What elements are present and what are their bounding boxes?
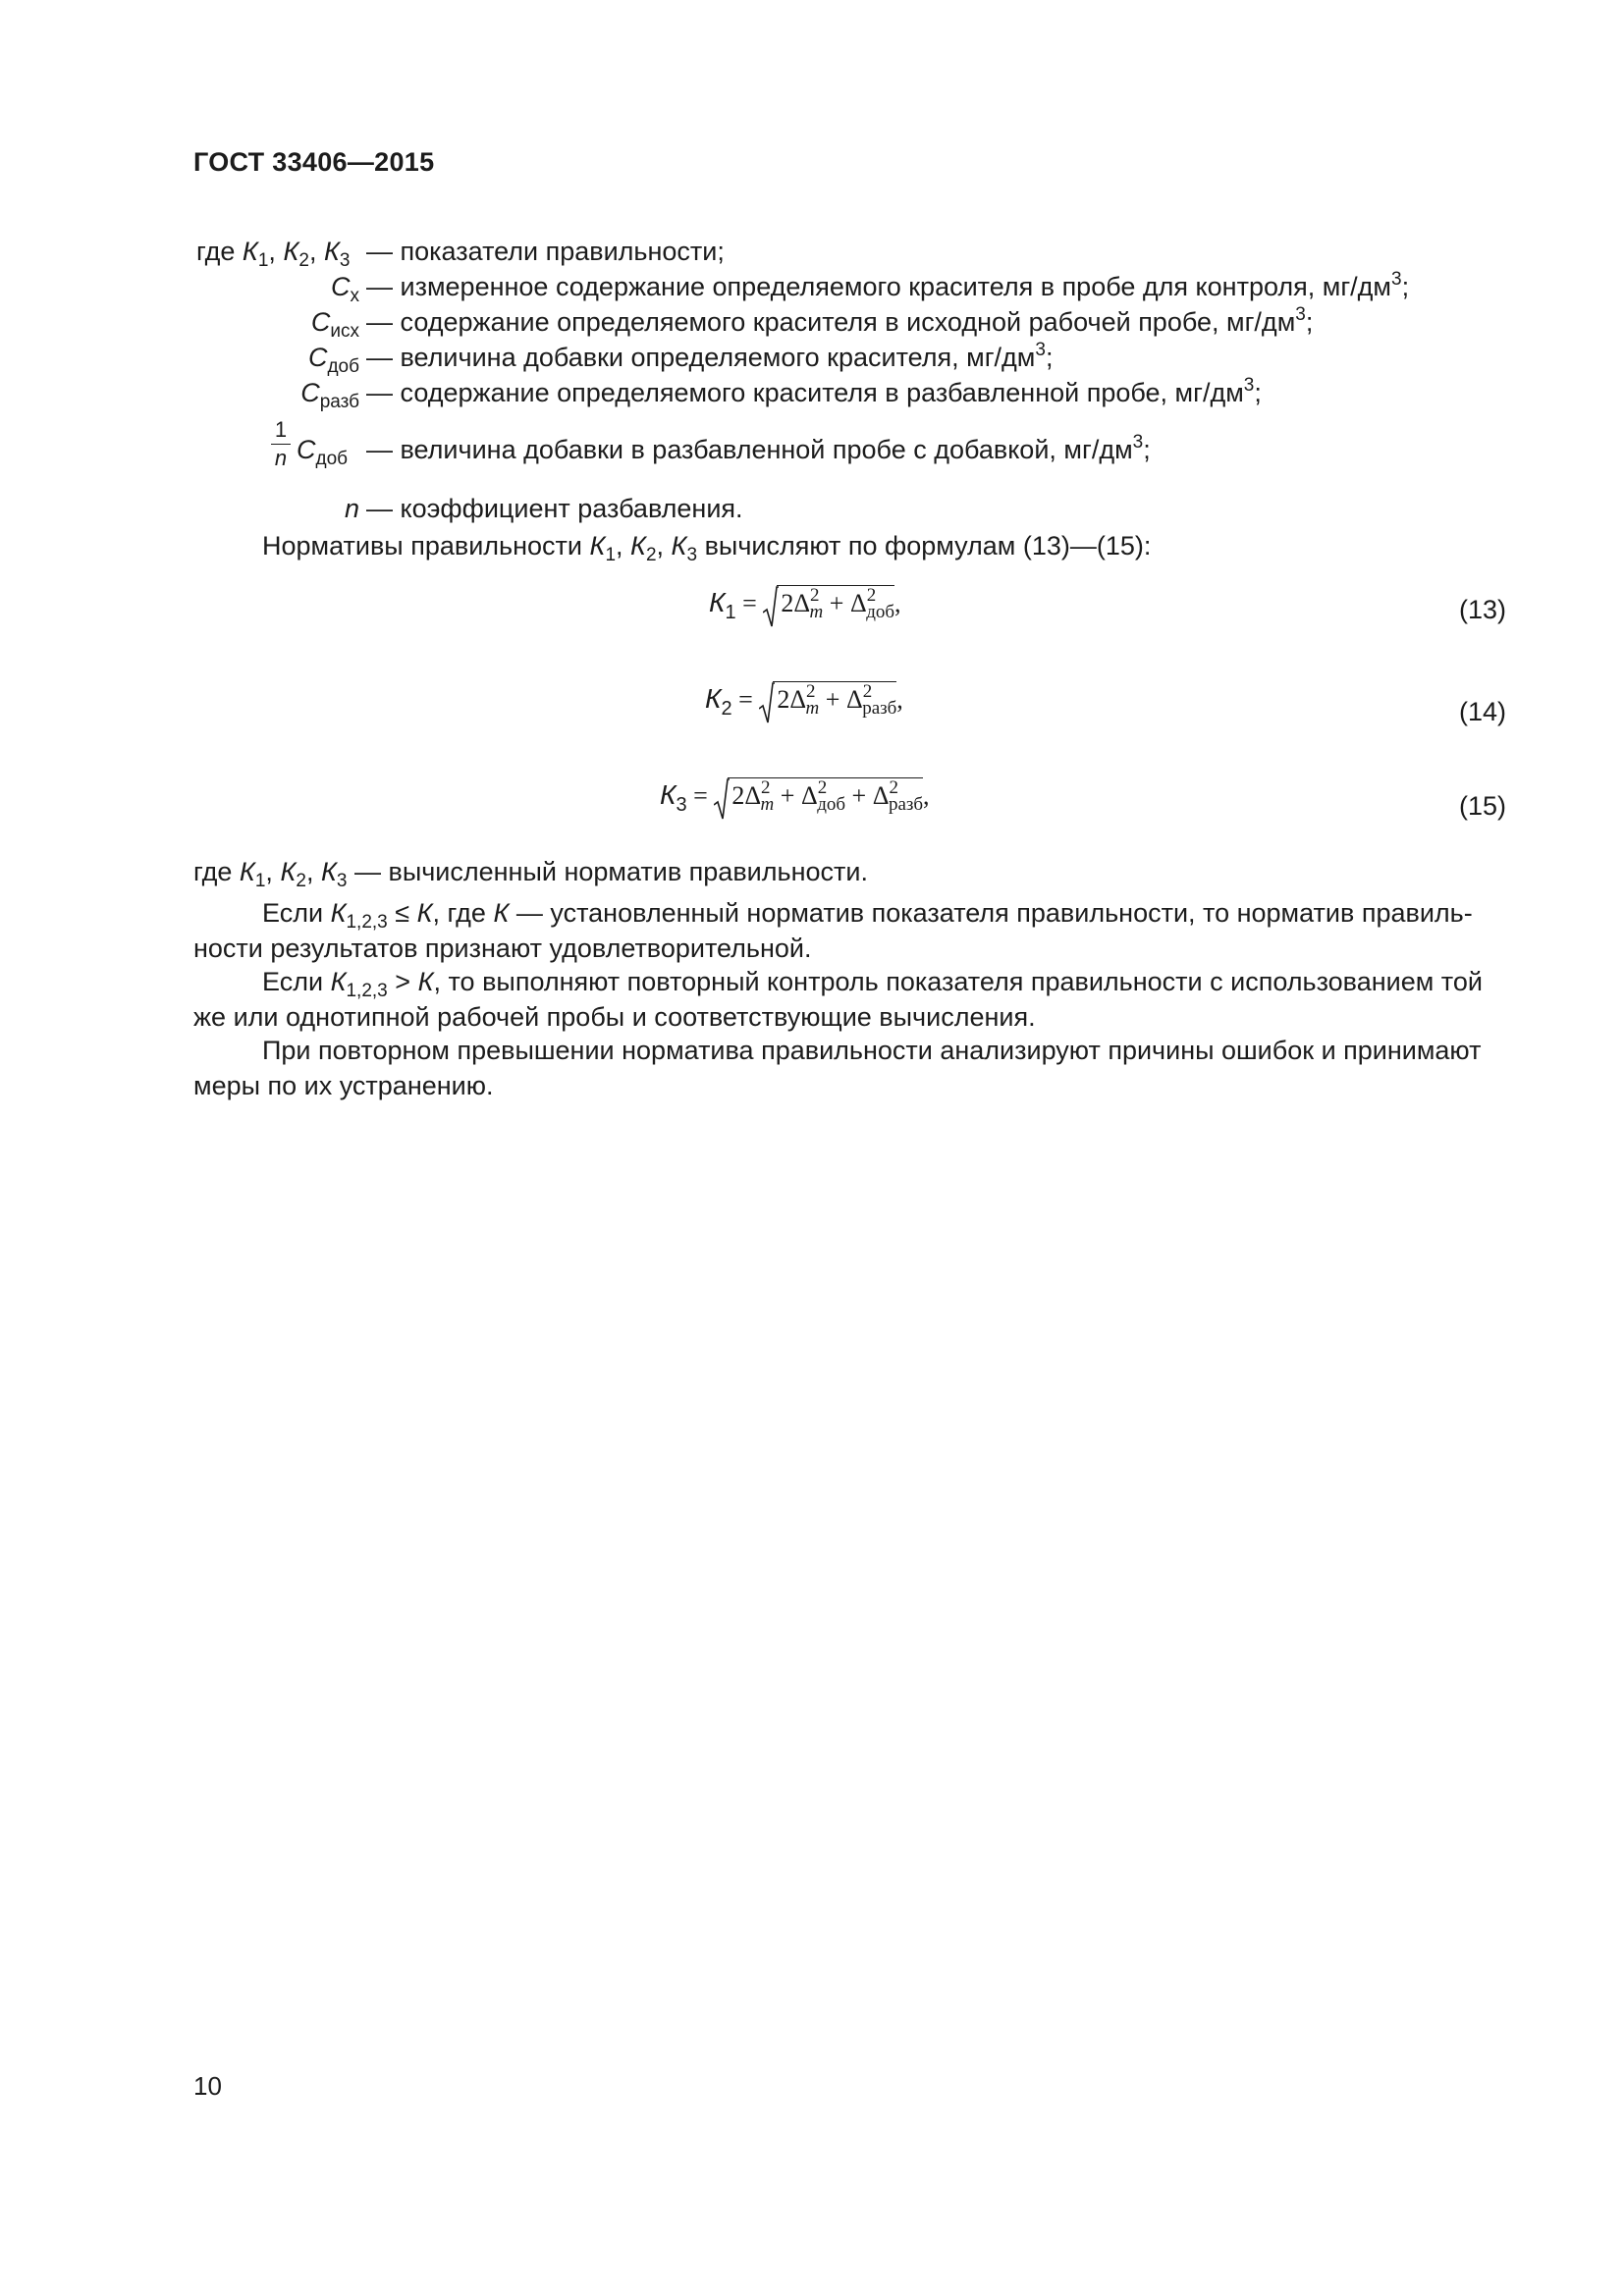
formula-14: $К_2$ = $2\Delta^2_m + \Delta^2_{разб}$, bbox=[705, 683, 903, 721]
formula-13: $К_1$ = $2\Delta^2_m + \Delta^2_{доб}$, bbox=[709, 587, 901, 624]
paragraph-1-line-1: Если $К_{1,2,3} \le К$, где К — установленный норматив показателя правильности, то норматив правиль- bbox=[262, 898, 1473, 933]
legend-row-k: где $К_1$, $К_2$, $К_3$ bbox=[196, 237, 351, 271]
page-number: 10 bbox=[193, 2071, 222, 2101]
paragraph-2-line-2: же или однотипной рабочей пробы и соответствующие вычисления. bbox=[193, 1002, 1036, 1032]
sqrt-radical: $2\Delta^2_m + \Delta^2_{доб} + \Delta^2_{разб}$ bbox=[714, 781, 923, 811]
legend-symbol: $С_{доб}$ bbox=[307, 343, 359, 377]
legend-symbol: n bbox=[344, 494, 359, 523]
legend-symbol: $С_{исх}$ bbox=[310, 307, 359, 342]
legend-row-k-text: — показатели правильности; bbox=[366, 237, 725, 266]
legend-text: — измеренное содержание определяемого красителя в пробе для контроля, $мг/дм^3$; bbox=[366, 269, 1410, 301]
equation-number-14: (14) bbox=[1459, 697, 1507, 726]
legend-text: — величина добавки определяемого красителя, $мг/дм^3$; bbox=[366, 340, 1054, 372]
paragraph-3-line-1: При повторном превышении норматива правильности анализируют причины ошибок и принимают bbox=[262, 1036, 1482, 1065]
legend-symbol: $С_{разб}$ bbox=[300, 378, 359, 412]
paragraph-3-line-2: меры по их устранению. bbox=[193, 1071, 494, 1100]
legend-text: — содержание определяемого красителя в исходной рабочей пробе, $мг/дм^3$; bbox=[366, 304, 1314, 337]
paragraph-1-line-2: ности результатов признают удовлетворительной. bbox=[193, 934, 812, 963]
legend-symbol: $С_{доб}$ bbox=[297, 435, 349, 469]
equation-number-15: (15) bbox=[1459, 791, 1507, 821]
legend-text: — величина добавки в разбавленной пробе с добавкой, $мг/дм^3$; bbox=[366, 432, 1151, 464]
formula-15: $К_3$ = $2\Delta^2_m + \Delta^2_{доб} + \Delta^2_{разб}$, bbox=[660, 779, 930, 817]
legend-text: — коэффициент разбавления. bbox=[366, 494, 743, 523]
document-header: ГОСТ 33406—2015 bbox=[193, 147, 435, 177]
norms-intro: Нормативы правильности $К_1$, $К_2$, $К_3$ вычисляют по формулам (13)—(15): bbox=[262, 531, 1152, 565]
fraction-1-over-n: 1 n bbox=[269, 418, 293, 470]
equation-number-13: (13) bbox=[1459, 595, 1507, 624]
where-line: где $К_1$, $К_2$, $К_3$ — вычисленный норматив правильности. bbox=[193, 857, 868, 891]
legend-text: — содержание определяемого красителя в разбавленной пробе, $мг/дм^3$; bbox=[366, 375, 1262, 407]
paragraph-2-line-1: Если $К_{1,2,3} > К$, то выполняют повторный контроль показателя правильности с использованием той bbox=[262, 967, 1483, 1001]
sqrt-radical: $2\Delta^2_m + \Delta^2_{доб}$ bbox=[763, 589, 894, 618]
sqrt-radical: $2\Delta^2_m + \Delta^2_{разб}$ bbox=[759, 685, 896, 715]
legend-symbol: $С_х$ bbox=[331, 272, 359, 306]
